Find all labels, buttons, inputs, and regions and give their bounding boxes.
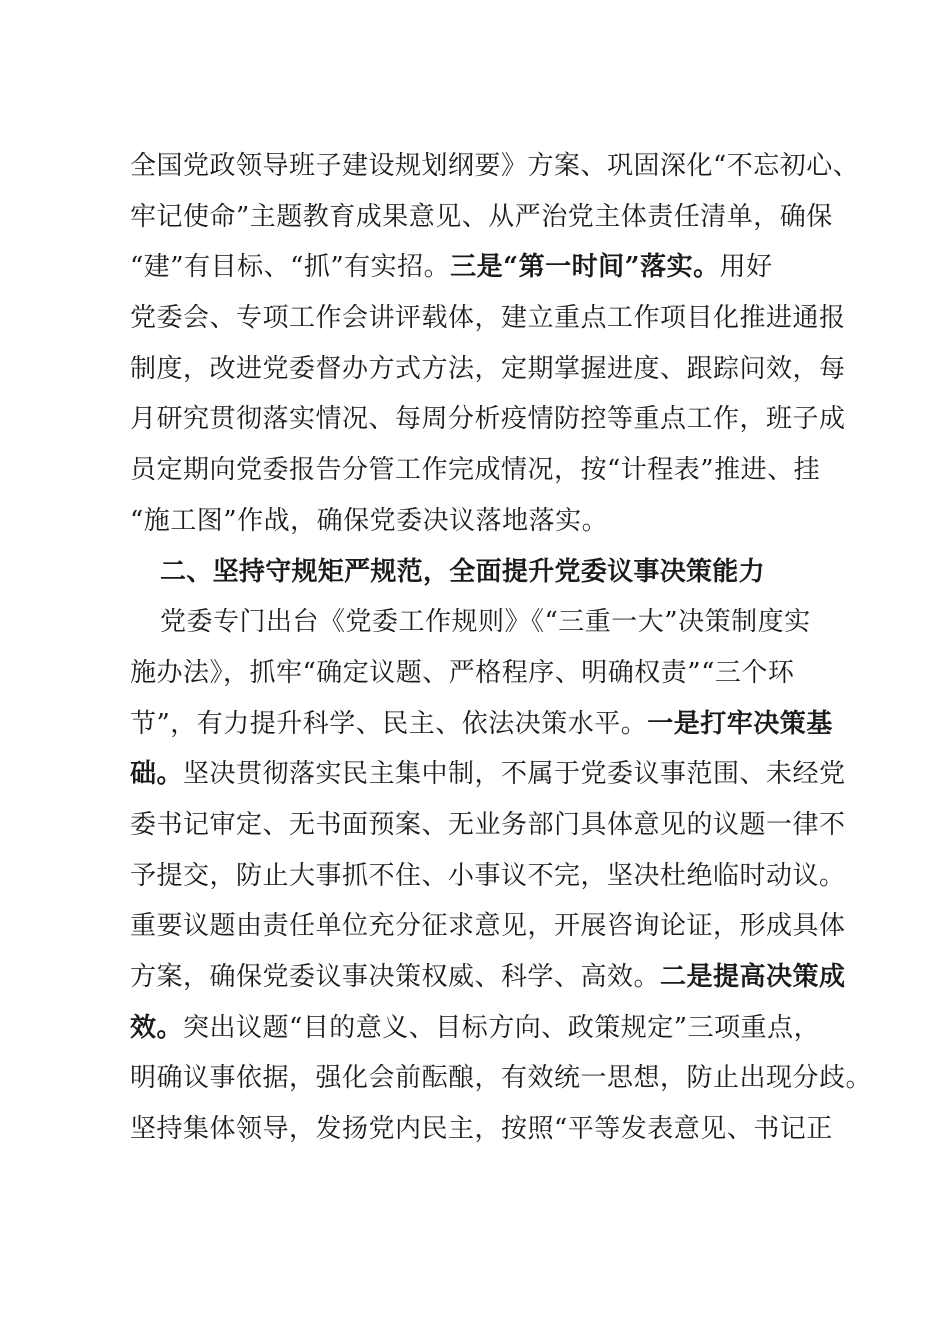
text-line: [130, 242, 830, 293]
body-text: 委书记审定、无书面预案、无业务部门具体意见的议题一律不: [130, 809, 846, 840]
body-text: 坚持集体领导，发扬党内民主，按照“平等发表意见、书记正: [130, 1114, 833, 1145]
text-line: [130, 901, 846, 952]
text-line: [130, 394, 846, 445]
bold-lead-text: 一是打牢决策基: [647, 708, 833, 739]
text-line: [130, 648, 830, 699]
body-text: 党委会、专项工作会讲评载体，建立重点工作项目化推进通报: [130, 303, 846, 334]
text-line: [130, 344, 846, 395]
text-line: [130, 952, 846, 1003]
body-text: 施办法》，抓牢“确定议题、严格程序、明确权责”“三个环: [130, 657, 795, 688]
body-text: 予提交，防止大事抓不住、小事议不完，坚决杜绝临时动议。: [130, 860, 846, 891]
body-text: 坚决贯彻落实民主集中制，不属于党委议事范围、未经党: [183, 759, 846, 790]
body-text: 月研究贯彻落实情况、每周分析疫情防控等重点工作，班子成: [130, 404, 846, 435]
document-body: [130, 141, 873, 1155]
body-text: 党委专门出台《党委工作规则》《“三重一大”决策制度实: [160, 607, 811, 638]
text-line: [130, 699, 833, 750]
text-line: [130, 1053, 873, 1104]
body-text: 突出议题“目的意义、目标方向、政策规定”三项重点，: [183, 1012, 821, 1043]
text-line: [130, 1104, 833, 1155]
text-line: [130, 293, 846, 344]
text-line: [130, 1003, 830, 1054]
bold-lead-text: 效。: [130, 1012, 184, 1043]
body-text: 员定期向党委报告分管工作完成情况，按“计程表”推进、挂: [130, 455, 821, 486]
bold-lead-text: 二是提高决策成: [660, 962, 846, 992]
text-line: [130, 597, 830, 648]
text-line: [130, 749, 846, 800]
paragraph: [130, 141, 860, 547]
text-line: [130, 496, 830, 547]
body-text: 用好: [719, 252, 773, 283]
bold-lead-text: 础。: [130, 759, 184, 790]
body-text: “施工图”作战，确保党委决议落地落实。: [130, 505, 609, 536]
text-line: [130, 851, 846, 902]
bold-lead-text: 三是“第一时间”落实。: [450, 252, 720, 283]
body-text: 重要议题由责任单位充分征求意见，开展咨询论证，形成具体: [130, 911, 846, 942]
paragraph: [130, 597, 873, 1155]
section-heading: 二、坚持守规矩严规范，全面提升党委议事决策能力: [160, 556, 765, 587]
body-text: 节”，有力提升科学、民主、依法决策水平。: [130, 708, 648, 739]
body-text: 牢记使命”主题教育成果意见、从严治党主体责任清单，确保: [130, 201, 833, 232]
text-line: [130, 800, 846, 851]
body-text: 制度，改进党委督办方式方法，定期掌握进度、跟踪问效，每: [130, 353, 846, 384]
body-text: 全国党政领导班子建设规划纲要》方案、巩固深化“不忘初心、: [130, 151, 860, 181]
body-text: 明确议事依据，强化会前酝酿，有效统一思想，防止出现分歧。: [130, 1063, 873, 1094]
text-line: [130, 141, 860, 192]
body-text: 方案，确保党委议事决策权威、科学、高效。: [130, 962, 661, 992]
body-text: “建”有目标、“抓”有实招。: [130, 252, 451, 283]
text-line: [130, 445, 830, 496]
text-line: [130, 192, 833, 243]
